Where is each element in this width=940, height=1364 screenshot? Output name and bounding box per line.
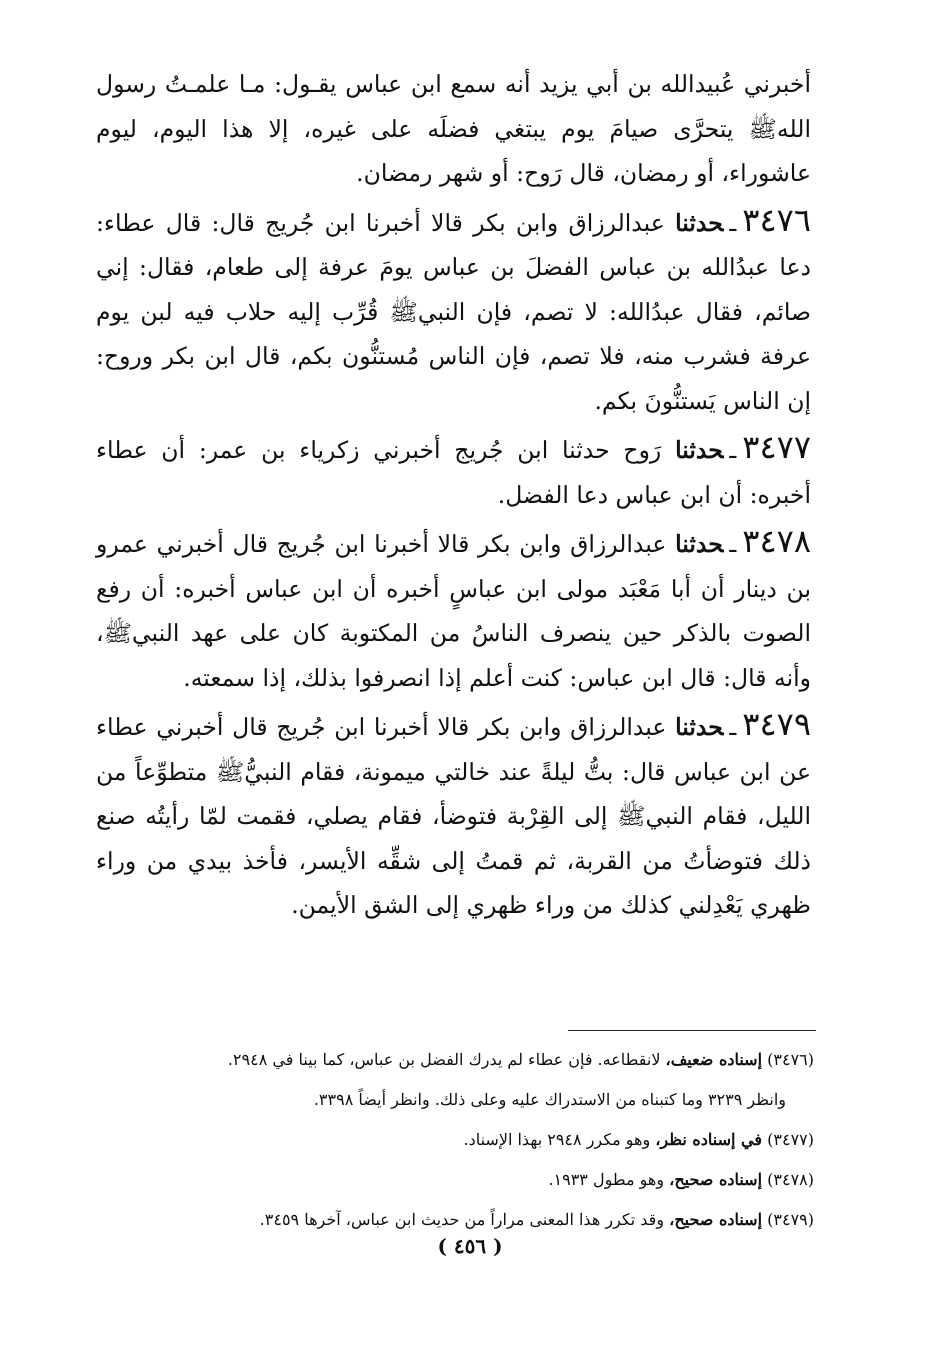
main-text xyxy=(96,62,811,928)
hadith-3479 xyxy=(96,702,811,928)
footnote-text: لانقطاعه. فإن عطاء لم يدرك الفضل بن عباس، كما بينا في ٢٩٤٨. xyxy=(227,1050,661,1069)
footnote-grade: إسناده ضعيف، xyxy=(665,1050,763,1069)
hadith-3477 xyxy=(96,425,811,517)
dash-separator: ـ xyxy=(729,530,737,558)
dash-separator: ـ xyxy=(729,208,737,237)
hadith-number: ٣٤٧٧ xyxy=(742,428,811,466)
paragraph-text: أخبرني عُبيدالله بن أبي يزيد أنه سمع ابن عباس يقـول: مـا علمـتُ رسول اللهﷺ يتحرَّى صيامَ يوم يبتغي فضلَه على غيره، إلا هذا اليوم، ليوم عاشوراء، أو رمضان، قال رَوح: أو شهر رمضان. xyxy=(96,70,811,187)
footnote-number: (٣٤٧٦) xyxy=(767,1050,814,1069)
footnote-grade: في إسناده نظر، xyxy=(655,1130,763,1149)
narration-keyword: حدثنا xyxy=(675,436,724,464)
footnote-text: وهو مكرر ٢٩٤٨ بهذا الإسناد. xyxy=(463,1130,651,1149)
dash-separator: ـ xyxy=(729,713,737,741)
footnote-grade: إسناده صحيح، xyxy=(669,1170,763,1189)
narration-keyword: حدثنا xyxy=(675,208,724,237)
footnote-text: وانظر ٣٢٣٩ وما كتبناه من الاستدراك عليه وعلى ذلك. وانظر أيضاً ٣٣٩٨. xyxy=(313,1090,786,1109)
footnote-text: وهو مطول ١٩٣٣. xyxy=(548,1170,665,1189)
hadith-3478 xyxy=(96,519,811,700)
hadith-number: ٣٤٧٦ xyxy=(742,200,811,239)
page-number: ( ٤٥٦ ) xyxy=(437,1234,503,1258)
hadith-number: ٣٤٧٩ xyxy=(742,705,811,743)
paragraph-text: عبدالرزاق وابن بكر قالا أخبرنا ابن جُريج قال أخبرني عمرو بن دينار أن أبا مَعْبَد مولى ابن عباسٍ أخبره أن ابن عباس أخبره: أن رفع الصوت بالذكر حين ينصرف الناسُ من المكتوبة كان على عهد النبيﷺ، وأنه قال: قال ابن عباس: كنت أعلم إذا انصرفوا بذلك، إذا سمعته. xyxy=(96,530,811,692)
footnote-3478 xyxy=(96,1160,814,1200)
paragraph-text: عبدالرزاق وابن بكر قالا أخبرنا ابن جُريج قال: قال عطاء: دعا عبدُالله بن عباس الفضلَ بن عباس يومَ عرفة إلى طعام، فقال: إني صائم، فقال عبدُالله: لا تصم، فإن النبيﷺ قُرِّب إليه حلاب فيه لبن يوم عرفة فشرب منه، فلا تصم، فإن الناس مُستنُّون بكم، قال ابن بكر وروح: إن الناس يَستنُّونَ بكم. xyxy=(96,208,811,415)
footnote-grade: إسناده صحيح، xyxy=(669,1210,763,1229)
footnote-text: وقد تكرر هذا المعنى مراراً من حديث ابن عباس، آخرها ٣٤٥٩. xyxy=(259,1210,665,1229)
hadith-3476 xyxy=(96,198,811,424)
narration-keyword: حدثنا xyxy=(675,713,724,741)
footnote-divider xyxy=(568,1030,816,1031)
hadith-continuation xyxy=(96,62,811,196)
paragraph-text: رَوح حدثنا ابن جُريج أخبرني زكرياء بن عمر: أن عطاء أخبره: أن ابن عباس دعا الفضل. xyxy=(96,436,811,509)
footnote-number: (٣٤٧٩) xyxy=(767,1210,814,1229)
footnote-3476 xyxy=(96,1040,814,1080)
footnote-3477 xyxy=(96,1120,814,1160)
footnotes xyxy=(96,1040,814,1240)
dash-separator: ـ xyxy=(729,436,737,464)
footnote-3476-continued xyxy=(96,1080,814,1120)
footnote-number: (٣٤٧٨) xyxy=(767,1170,814,1189)
narration-keyword: حدثنا xyxy=(675,530,724,558)
paragraph-text: عبدالرزاق وابن بكر قالا أخبرنا ابن جُريج قال أخبرني عطاء عن ابن عباس قال: بتُّ ليلةً عند خالتي ميمونة، فقام النبيُّﷺ متطوِّعاً من الليل، فقام النبيﷺ إلى القِرْبة فتوضأ، فقام يصلي، فقمت لمّا رأيتُه صنع ذلك فتوضأتُ من القربة، ثم قمتُ إلى شقِّه الأيسر، فأخذ بيدي من وراء ظهري يَعْدِلني كذلك من وراء ظهري إلى الشق الأيمن. xyxy=(96,713,811,919)
footnote-number: (٣٤٧٧) xyxy=(767,1130,814,1149)
hadith-number: ٣٤٧٨ xyxy=(742,522,811,560)
